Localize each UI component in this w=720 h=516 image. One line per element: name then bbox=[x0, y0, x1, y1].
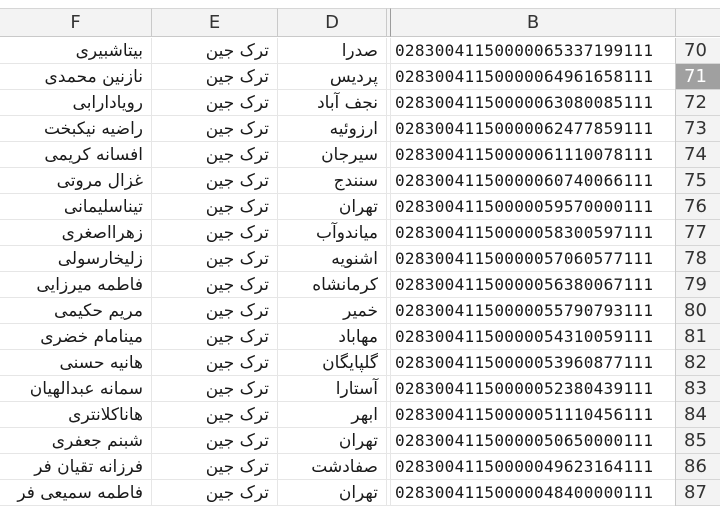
toolbar-gap bbox=[0, 0, 720, 8]
cell-column-b[interactable]: 02830041150000057060577111 bbox=[391, 246, 676, 272]
cell-column-f[interactable]: فاطمه سمیعی فر bbox=[0, 480, 152, 506]
cell-column-b[interactable]: 02830041150000063080085111 bbox=[391, 90, 676, 116]
cell-column-e[interactable]: ترک جین bbox=[152, 220, 278, 246]
table-row bbox=[0, 480, 720, 506]
cell-column-f[interactable]: تیناسلیمانی bbox=[0, 194, 152, 220]
row-header[interactable]: 87 bbox=[676, 480, 720, 506]
cell-column-d[interactable]: نجف آباد bbox=[278, 90, 387, 116]
cell-column-d[interactable]: صفادشت bbox=[278, 454, 387, 480]
table-row bbox=[0, 116, 720, 142]
table-row bbox=[0, 454, 720, 480]
cell-column-f[interactable]: بیتاشبیری bbox=[0, 38, 152, 64]
row-header[interactable]: 83 bbox=[676, 376, 720, 402]
cell-column-e[interactable]: ترک جین bbox=[152, 376, 278, 402]
cell-column-d[interactable]: گلپایگان bbox=[278, 350, 387, 376]
cell-column-e[interactable]: ترک جین bbox=[152, 272, 278, 298]
cell-column-e[interactable]: ترک جین bbox=[152, 246, 278, 272]
cell-column-d[interactable]: میاندوآب bbox=[278, 220, 387, 246]
cell-column-d[interactable]: ارزوئیه bbox=[278, 116, 387, 142]
table-row bbox=[0, 272, 720, 298]
cell-column-f[interactable]: افسانه کریمی bbox=[0, 142, 152, 168]
cell-column-d[interactable]: پردیس bbox=[278, 64, 387, 90]
cell-column-e[interactable]: ترک جین bbox=[152, 402, 278, 428]
row-header[interactable]: 77 bbox=[676, 220, 720, 246]
cell-column-f[interactable]: شبنم جعفری bbox=[0, 428, 152, 454]
cell-column-b[interactable]: 02830041150000050650000111 bbox=[391, 428, 676, 454]
cell-column-e[interactable]: ترک جین bbox=[152, 90, 278, 116]
row-header[interactable]: 71 bbox=[676, 64, 720, 90]
row-header[interactable]: 82 bbox=[676, 350, 720, 376]
cell-column-d[interactable]: سنندج bbox=[278, 168, 387, 194]
column-header-d[interactable]: D bbox=[278, 8, 387, 37]
cell-column-d[interactable]: ابهر bbox=[278, 402, 387, 428]
row-header[interactable]: 80 bbox=[676, 298, 720, 324]
table-row bbox=[0, 168, 720, 194]
cell-column-f[interactable]: فاطمه میرزایی bbox=[0, 272, 152, 298]
cell-column-d[interactable]: تهران bbox=[278, 194, 387, 220]
cell-column-d[interactable]: تهران bbox=[278, 428, 387, 454]
row-header[interactable]: 73 bbox=[676, 116, 720, 142]
cell-column-d[interactable]: اشنویه bbox=[278, 246, 387, 272]
cell-column-b[interactable]: 02830041150000051110456111 bbox=[391, 402, 676, 428]
cell-column-f[interactable]: زهرااصغری bbox=[0, 220, 152, 246]
row-header[interactable]: 70 bbox=[676, 38, 720, 64]
row-header[interactable]: 76 bbox=[676, 194, 720, 220]
cell-column-b[interactable]: 02830041150000061110078111 bbox=[391, 142, 676, 168]
row-header[interactable]: 86 bbox=[676, 454, 720, 480]
table-row bbox=[0, 324, 720, 350]
row-header[interactable]: 78 bbox=[676, 246, 720, 272]
cell-column-f[interactable]: غزال مروتی bbox=[0, 168, 152, 194]
cell-column-e[interactable]: ترک جین bbox=[152, 324, 278, 350]
row-header[interactable]: 74 bbox=[676, 142, 720, 168]
cell-column-b[interactable]: 02830041150000065337199111 bbox=[391, 38, 676, 64]
cell-column-e[interactable]: ترک جین bbox=[152, 454, 278, 480]
table-row bbox=[0, 142, 720, 168]
cell-column-f[interactable]: هاناکلانتری bbox=[0, 402, 152, 428]
cell-column-e[interactable]: ترک جین bbox=[152, 64, 278, 90]
cell-column-d[interactable]: کرمانشاه bbox=[278, 272, 387, 298]
table-row bbox=[0, 90, 720, 116]
table-row bbox=[0, 246, 720, 272]
cell-column-b[interactable]: 02830041150000060740066111 bbox=[391, 168, 676, 194]
cell-column-f[interactable]: زلیخارسولی bbox=[0, 246, 152, 272]
cell-column-e[interactable]: ترک جین bbox=[152, 350, 278, 376]
cell-column-b[interactable]: 02830041150000062477859111 bbox=[391, 116, 676, 142]
cell-column-f[interactable]: راضیه نیکبخت bbox=[0, 116, 152, 142]
cell-column-b[interactable]: 02830041150000048400000111 bbox=[391, 480, 676, 506]
table-row bbox=[0, 402, 720, 428]
table-row bbox=[0, 428, 720, 454]
row-header[interactable]: 84 bbox=[676, 402, 720, 428]
cell-column-d[interactable]: مهاباد bbox=[278, 324, 387, 350]
table-row bbox=[0, 194, 720, 220]
row-header[interactable]: 79 bbox=[676, 272, 720, 298]
cell-column-e[interactable]: ترک جین bbox=[152, 480, 278, 506]
cell-column-f[interactable]: نازنین محمدی bbox=[0, 64, 152, 90]
cell-column-e[interactable]: ترک جین bbox=[152, 194, 278, 220]
row-header[interactable]: 75 bbox=[676, 168, 720, 194]
table-row bbox=[0, 220, 720, 246]
cell-column-f[interactable]: سمانه عبدالهیان bbox=[0, 376, 152, 402]
table-row bbox=[0, 298, 720, 324]
rows-container bbox=[0, 38, 720, 506]
cell-column-d[interactable]: آستارا bbox=[278, 376, 387, 402]
cell-column-b[interactable]: 02830041150000049623164111 bbox=[391, 454, 676, 480]
cell-column-b[interactable]: 02830041150000054310059111 bbox=[391, 324, 676, 350]
cell-column-e[interactable]: ترک جین bbox=[152, 428, 278, 454]
cell-column-e[interactable]: ترک جین bbox=[152, 168, 278, 194]
cell-column-d[interactable]: سیرجان bbox=[278, 142, 387, 168]
table-row bbox=[0, 376, 720, 402]
column-header-f[interactable]: F bbox=[0, 8, 152, 37]
cell-column-e[interactable]: ترک جین bbox=[152, 38, 278, 64]
cell-column-b[interactable]: 02830041150000053960877111 bbox=[391, 350, 676, 376]
row-header[interactable]: 85 bbox=[676, 428, 720, 454]
corner-cell[interactable] bbox=[676, 8, 720, 37]
cell-column-e[interactable]: ترک جین bbox=[152, 298, 278, 324]
column-header-e[interactable]: E bbox=[152, 8, 278, 37]
cell-column-b[interactable]: 02830041150000052380439111 bbox=[391, 376, 676, 402]
table-row bbox=[0, 38, 720, 64]
row-header[interactable]: 72 bbox=[676, 90, 720, 116]
cell-column-d[interactable]: صدرا bbox=[278, 38, 387, 64]
cell-column-e[interactable]: ترک جین bbox=[152, 116, 278, 142]
cell-column-f[interactable]: رویادارابی bbox=[0, 90, 152, 116]
cell-column-e[interactable]: ترک جین bbox=[152, 142, 278, 168]
cell-column-f[interactable]: فرزانه تقیان فر bbox=[0, 454, 152, 480]
cell-column-d[interactable]: خمیر bbox=[278, 298, 387, 324]
cell-column-b[interactable]: 02830041150000055790793111 bbox=[391, 298, 676, 324]
cell-column-f[interactable]: هانیه حسنی bbox=[0, 350, 152, 376]
cell-column-b[interactable]: 02830041150000056380067111 bbox=[391, 272, 676, 298]
cell-column-b[interactable]: 02830041150000059570000111 bbox=[391, 194, 676, 220]
cell-column-f[interactable]: مریم حکیمی bbox=[0, 298, 152, 324]
table-row bbox=[0, 350, 720, 376]
cell-column-f[interactable]: مینامام خضری bbox=[0, 324, 152, 350]
column-header-b[interactable]: B bbox=[391, 8, 676, 37]
table-row bbox=[0, 64, 720, 90]
cell-column-b[interactable]: 02830041150000064961658111 bbox=[391, 64, 676, 90]
cell-column-d[interactable]: تهران bbox=[278, 480, 387, 506]
cell-column-b[interactable]: 02830041150000058300597111 bbox=[391, 220, 676, 246]
row-header[interactable]: 81 bbox=[676, 324, 720, 350]
